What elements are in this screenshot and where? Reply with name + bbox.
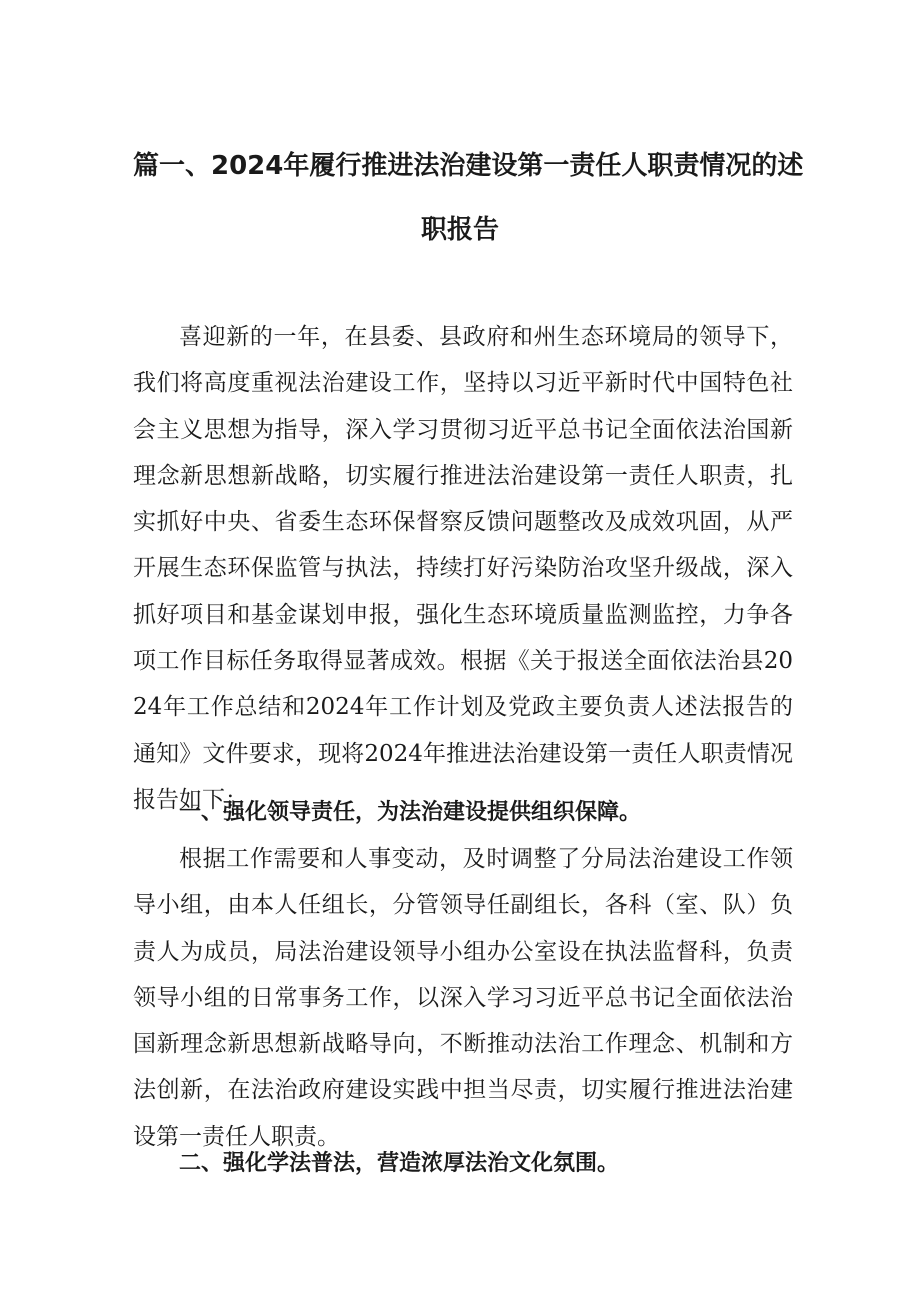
document-title-line1: 篇一、2024年履行推进法治建设第一责任人职责情况的述 — [133, 151, 804, 181]
document-title-line2: 职报告 — [420, 215, 499, 245]
section-heading-1: 一、强化领导责任，为法治建设提供组织保障。 — [179, 800, 642, 825]
paragraph-section-1: 根据工作需要和人事变动，及时调整了分局法治建设工作领导小组，由本人任组长，分管领导任副组长，各科（室、队）负责人为成员，局法治建设领导小组办公室设在执法监督科，负责领导小组的日常事务工作，以深入学习习近平总书记全面依法治国新理念新思想新战略导向，不断推动法治工作理念、机制和方法创新，在法治政府建设实践中担当尽责，切实履行推进法治建设第一责任人职责。 — [133, 846, 793, 1150]
paragraph-intro: 喜迎新的一年，在县委、县政府和州生态环境局的领导下，我们将高度重视法治建设工作，坚持以习近平新时代中国特色社会主义思想为指导，深入学习贯彻习近平总书记全面依法治国新理念新思想新战略，切实履行推进法治建设第一责任人职责，扎实抓好中央、省委生态环保督察反馈问题整改及成效巩固，从严开展生态环保监管与执法，持续打好污染防治攻坚升级战，深入抓好项目和基金谋划申报，强化生态环境质量监测监控，力争各项工作目标任务取得显著成效。根据《关于报送全面依法治县2024年工作总结和2024年工作计划及党政主要负责人述法报告的通知》文件要求，现将2024年推进法治建设第一责任人职责情况报告如下： — [133, 324, 793, 813]
section-heading-2: 二、强化学法普法，营造浓厚法治文化氛围。 — [179, 1151, 620, 1176]
